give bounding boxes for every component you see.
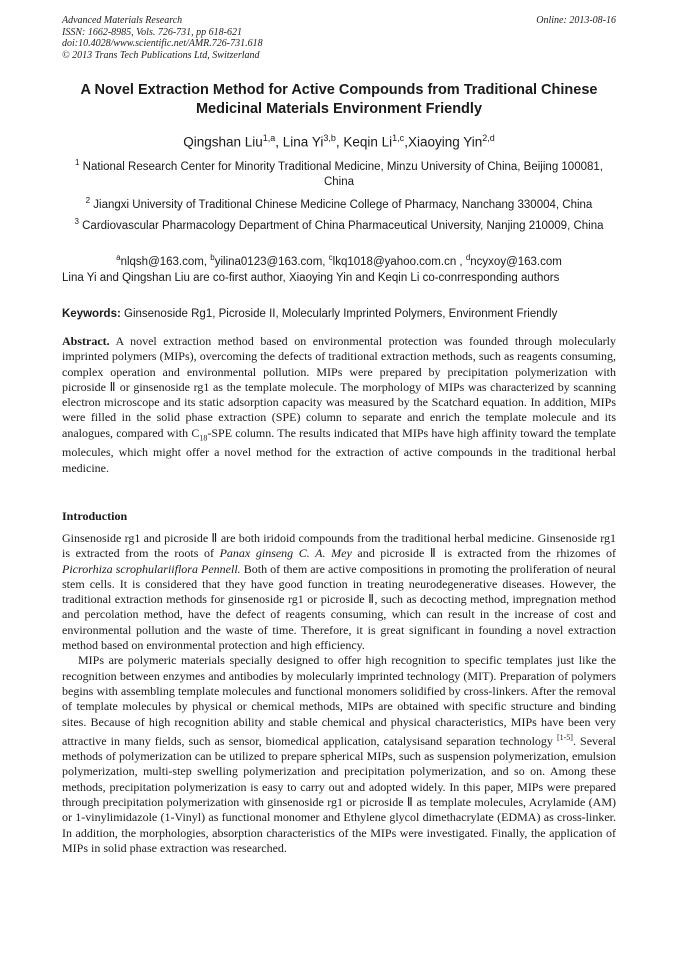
- author-sup: 1,a: [262, 133, 276, 143]
- author-sup: 3,b: [323, 133, 336, 143]
- author-name: Keqin Li: [343, 134, 393, 150]
- email-sup: a: [116, 253, 121, 262]
- affiliation-num: 3: [74, 217, 79, 226]
- affiliation-2: [62, 193, 616, 213]
- text-run: . Several methods of polymerization can be utilized to prepare spherical MIPs, such as suspension polymerization, emulsion polymerization, multi-step swelling polymerization and precipitation polymerization, and so on. Among these methods, precipitation polymerization is easy to carry out and adopted widely. In this paper, MIPs were prepared through precipitation polymerization with ginsenoside rg1 or picroside Ⅱ as template molecules, Acrylamide (AM) or 1-vinylimidazole (1-Vinyl) as functional monomer and Ethylene glycol dimethacrylate (EDMA) as cross-linker. In addition, the morphologies, absorption characteristics of the MIPs were investigated. Finally, the application of MIPs in solid phase extraction was researched.: [62, 733, 617, 855]
- author-sup: 2,d: [482, 133, 495, 143]
- intro-paragraph-2: [62, 653, 616, 856]
- citation-ref[interactable]: [1-5]: [556, 732, 573, 742]
- section-heading-introduction: Introduction: [62, 509, 128, 523]
- email-sup: c: [328, 253, 333, 262]
- email-sup: b: [210, 253, 215, 262]
- email-link[interactable]: lkq1018@yahoo.com.cn: [332, 255, 457, 268]
- author-sup: 1,c: [392, 133, 405, 143]
- abstract-text-1: A novel extraction method based on environmental protection was founded through molecularly imprinted polymers (MIPs), overcoming the defects of traditional extraction methods, such as reagents consuming, complex operation and environmental pollution. MIPs were prepared by precipitation polymerization with picroside Ⅱ or ginsenoside rg1 as the template molecule. The morphology of MIPs was characterized by scanning electron microscope and its static adsorption capacity was measured by the Scatchard equation. In addition, MIPs were filled in the solid phase extraction (SPE) column to separate and enrich the template molecule and its analogues, compared with C: [62, 334, 617, 440]
- text-run: Both of them are active compositions in promoting the proliferation of neural stem cells. It is considered that they have good function in treating neurodegenerative diseases. However, the traditional extraction methods for ginsenoside rg1 or picroside Ⅱ, such as decocting method, impregnation method and percolation method, have the defect of reagents consuming, which can result in the increase of cost and environmental pollution and the waste of time. Therefore, it is great significant in founding a novel extraction method based on environmental protection and high efficiency.: [62, 561, 616, 653]
- affiliation-1: [62, 155, 616, 191]
- email-sup: d: [465, 253, 471, 262]
- text-run: Ginsenoside rg1 and picroside Ⅱ are both iridoid compounds from the traditional herbal medicine. Ginsenoside rg1 is extracted from the roots of: [62, 531, 616, 561]
- email-link[interactable]: nlqsh@163.com: [120, 255, 204, 268]
- text-run: MIPs are polymeric materials specially designed to offer high recognition to specific templates just like the recognition between enzymes and antibodies by molecularly imprinted technology (MIT). Preparation of polymers begins with assembling template molecules and functional monomers solidified by cross-linkers. After the removal of template molecules by physical or chemical methods, MIPs are obtained with specific structure and binding sites. Because of high recognition ability and stable chemical and physical characteristics, MIPs have been very attractive in many fields, such as sensor, biomedical application, catalysisand separation technology: [62, 653, 616, 748]
- email-list: $^a$nlqsh@163.com, $^b$yilina0123@163.com, $^c$lkq1018@yahoo.com.cn , $^d$ncyxoy@163.com: [116, 253, 562, 268]
- author-list: Qingshan Liu$^{1,a}$, Lina Yi$^{3,b}$, Keqin Li$^{1,c}$,Xiaoying Yin$^{2,d}$: [183, 133, 495, 150]
- text-run: and picroside Ⅱ is extracted from the rhizomes of: [351, 546, 616, 561]
- affiliation-num: 1: [75, 158, 80, 167]
- journal-name: Advanced Materials Research: [62, 15, 183, 26]
- journal-header: [62, 15, 616, 61]
- co-first-author-note: Lina Yi and Qingshan Liu are co-first author, Xiaoying Yin and Keqin Li co-conrresponding authors: [62, 272, 560, 284]
- abstract-subscript: 18: [199, 433, 208, 443]
- abstract: [62, 334, 616, 476]
- affiliation-num: 2: [85, 196, 91, 205]
- author-name: Qingshan Liu: [183, 134, 263, 150]
- affiliation-text: Jiangxi University of Traditional Chinese Medicine College of Pharmacy, Nanchang 330004, China: [93, 198, 593, 211]
- affiliation-3: [62, 214, 616, 234]
- abstract-label: Abstract.: [62, 334, 110, 348]
- issn-line: ISSN: 1662-8985, Vols. 726-731, pp 618-621: [62, 26, 242, 38]
- keywords-text: Ginsenoside Rg1, Picroside II, Molecularly Imprinted Polymers, Environment Friendly: [124, 308, 558, 320]
- affiliation-text: National Research Center for Minority Traditional Medicine, Minzu University of China, Beijing 100081, China: [82, 160, 603, 189]
- copyright-line: © 2013 Trans Tech Publications Ltd, Switzerland: [62, 49, 260, 61]
- introduction-body: [62, 531, 616, 856]
- author-name: Lina Yi: [282, 134, 324, 150]
- email-link[interactable]: ncyxoy@163.com: [470, 255, 562, 268]
- species-name: Panax ginseng C. A. Mey: [219, 546, 352, 561]
- affiliation-text: Cardiovascular Pharmacology Department of China Pharmaceutical University, Nanjing 210009, China: [82, 219, 604, 232]
- species-name: Picrorhiza scrophulariiflora Pennell.: [62, 561, 241, 576]
- author-name: Xiaoying Yin: [407, 134, 483, 150]
- keywords: [62, 307, 616, 322]
- keywords-label: Keywords:: [62, 308, 121, 320]
- email-link[interactable]: yilina0123@163.com: [214, 255, 323, 268]
- intro-paragraph-1: [62, 531, 616, 653]
- online-date: Online: 2013-08-16: [536, 15, 616, 26]
- abstract-text-2: -SPE column. The results indicated that MIPs have high affinity toward the template molecules, which might offer a novel method for the extraction of active compounds in the traditional herbal medicine.: [62, 425, 616, 475]
- doi-line: doi:10.4028/www.scientific.net/AMR.726-731.618: [62, 38, 263, 49]
- paper-title: A Novel Extraction Method for Active Compounds from Traditional Chinese Medicinal Materials Environment Friendly: [80, 82, 598, 117]
